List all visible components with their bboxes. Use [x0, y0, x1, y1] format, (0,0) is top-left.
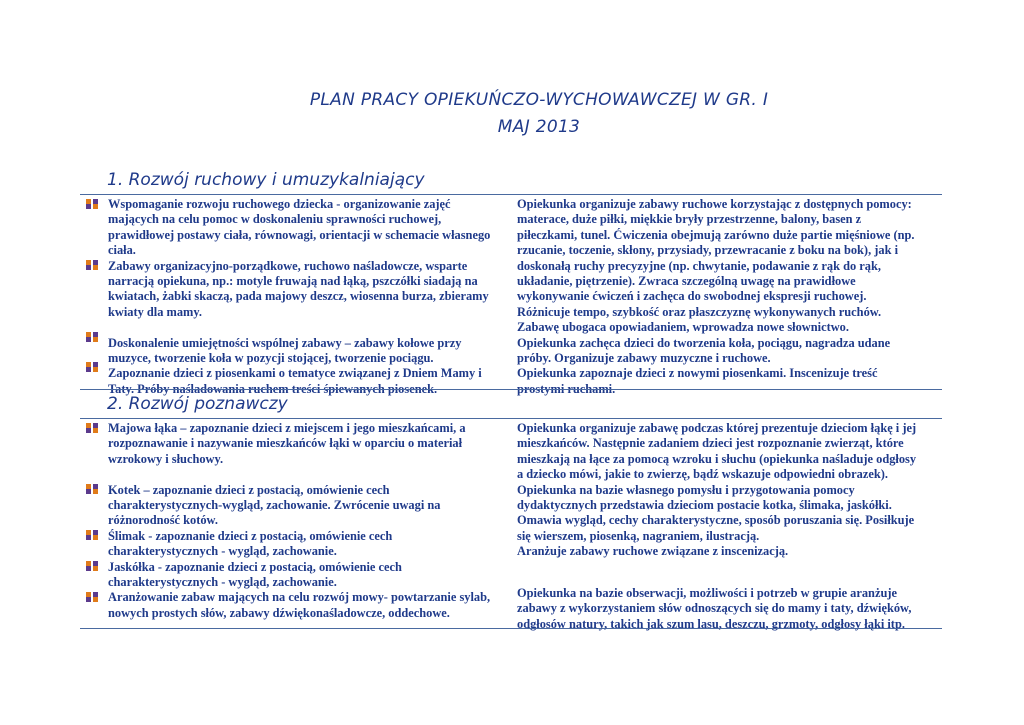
text-line: odgłosów natury, takich jak szum lasu, deszczu, grzmoty, odgłosy łąki itp. — [517, 616, 905, 631]
text-line: muzyce, tworzenie koła w pozycji stojącej, tworzenie pociągu. — [108, 351, 434, 366]
bullet-icon — [86, 331, 98, 343]
text-line: różnorodność kotów. — [108, 513, 218, 528]
text-line: wzrokowy i słuchowy. — [108, 451, 224, 466]
text-line: doskonałą ruchy precyzyjne (np. chwytanie, podawanie z rąk do rąk, — [517, 258, 881, 273]
text-line: Opiekunka organizuje zabawy ruchowe korzystając z dostępnych pomocy: — [517, 197, 912, 211]
text-line: piłeczkami, tunel. Ćwiczenia obejmują zarówno duże partie mięśniowe (np. — [517, 227, 915, 242]
blank-line — [108, 320, 503, 335]
bullet-icon — [86, 591, 98, 603]
section-heading-2: 2. Rozwój poznawczy — [107, 394, 288, 414]
text-line: kwiatach, żabki skaczą, pada majowy deszcz, wiosenna burza, zbieramy — [108, 289, 489, 304]
text-line: ciała. — [108, 243, 136, 258]
bullet-icon — [86, 198, 98, 210]
text-line: charakterystycznych-wygląd, zachowanie. Zwrócenie uwagi na — [108, 498, 441, 513]
page-subtitle: MAJ 2013 — [497, 117, 581, 137]
text-line: rzucanie, toczenie, skłony, przysiady, przewracanie z boku na bok), jak i — [517, 243, 899, 258]
section-1-right-column — [517, 197, 942, 397]
blank-line — [108, 467, 503, 482]
text-line: Opiekunka zachęca dzieci do tworzenia koła, pociągu, nagradza udane — [517, 335, 891, 350]
text-line: Kotek – zapoznanie dzieci z postacią, omówienie cech — [108, 482, 390, 497]
text-line: rozpoznawanie i nazywanie mieszkańców łąki w oparciu o materiał — [108, 436, 463, 451]
text-line: Doskonalenie umiejętności wspólnej zabawy – zabawy kołowe przy — [108, 335, 462, 350]
bullet-icon — [86, 529, 98, 541]
bullet-icon — [86, 422, 98, 434]
text-line: zabawy z wykorzystaniem słów odnoszących się do mamy i taty, dźwięków, — [517, 601, 912, 616]
text-line: Ślimak - zapoznanie dzieci z postacią, omówienie cech — [108, 528, 393, 543]
text-line: Wspomaganie rozwoju ruchowego dziecka - organizowanie zajęć — [108, 197, 451, 211]
bullet-icon — [86, 483, 98, 495]
text-line: Jaskółka - zapoznanie dzieci z postacią, omówienie cech — [108, 559, 402, 574]
text-line: a dziecko mówi, jakie to zwierzę, bądź wskazuje odpowiedni obrazek). — [517, 467, 888, 482]
text-line: prostymi ruchami. — [517, 381, 616, 396]
text-line: się wierszem, piosenką, nagraniem, ilustracją. — [517, 528, 760, 543]
bullet-icon — [86, 560, 98, 572]
text-line: Opiekunka zapoznaje dzieci z nowymi piosenkami. Inscenizuje treść — [517, 366, 878, 381]
text-line: Zabawy organizacyjno-porządkowe, ruchowo naśladowcze, wsparte — [108, 258, 468, 273]
text-line: Majowa łąka – zapoznanie dzieci z miejscem i jego mieszkańcami, a — [108, 421, 466, 435]
text-line: mających na celu pomoc w doskonaleniu sprawności ruchowej, — [108, 212, 442, 227]
section-1-left-column — [108, 197, 503, 397]
section-heading-1: 1. Rozwój ruchowy i umuzykalniający — [107, 170, 425, 190]
text-line: Opiekunka na bazie własnego pomysłu i przygotowania pomocy — [517, 482, 855, 497]
text-line: Zapoznanie dzieci z piosenkami o tematyce związanej z Dniem Mamy i — [108, 366, 482, 381]
section-divider-rule — [80, 389, 942, 390]
text-line: układanie, piętrzenie). Zwraca szczególną uwagę na prawidłowe — [517, 274, 856, 289]
text-line: charakterystycznych - wygląd, zachowanie. — [108, 544, 337, 559]
text-line: Zabawę ubogaca opowiadaniem, wprowadza nowe słownictwo. — [517, 320, 849, 335]
section-2-top-rule — [80, 418, 942, 419]
text-line: dydaktycznych przedstawia dzieciom postacie kotka, ślimaka, jaskółki. — [517, 498, 892, 513]
section-bottom-rule — [80, 628, 942, 629]
text-line: Opiekunka na bazie obserwacji, możliwości i potrzeb w grupie aranżuje — [517, 586, 897, 601]
text-line: nowych prostych słów, zabawy dźwiękonaśladowcze, oddechowe. — [108, 605, 450, 620]
blank-line — [517, 560, 942, 575]
text-line: mieszkają na łące za pomocą wzroku i słuchu (opiekunka naśladuje odgłosy — [517, 451, 917, 466]
text-line: mieszkańców. Następnie zadaniem dzieci jest rozpoznanie zwierząt, które — [517, 436, 904, 451]
bullet-icon — [86, 259, 98, 271]
text-line: Taty. Próby naśladowania ruchem treści śpiewanych piosenek. — [108, 381, 438, 396]
page-title: PLAN PRACY OPIEKUŃCZO-WYCHOWAWCZEJ W GR. I — [309, 90, 769, 110]
blank-line — [517, 575, 942, 586]
text-line: materace, duże piłki, miękkie bryły przestrzenne, balony, basen z — [517, 212, 862, 227]
text-line: próby. Organizuje zabawy muzyczne i ruchowe. — [517, 351, 771, 366]
text-line: Opiekunka organizuje zabawę podczas której prezentuje dzieciom łąkę i jej — [517, 421, 917, 435]
text-line: Aranżowanie zabaw mających na celu rozwój mowy- powtarzanie sylab, — [108, 590, 491, 605]
text-line: Różnicuje tempo, szybkość oraz płaszczyznę wykonywanych ruchów. — [517, 304, 882, 319]
section-1-top-rule — [80, 194, 942, 195]
text-line: kwiaty dla mamy. — [108, 304, 202, 319]
text-line: Omawia wygląd, cechy charakterystyczne, sposób poruszania się. Posiłkuje — [517, 513, 915, 528]
text-line: charakterystycznych - wygląd, zachowanie. — [108, 575, 337, 590]
text-line: narracją opiekuna, np.: motyle fruwają nad łąką, pszczółki siadają na — [108, 274, 478, 289]
section-2-right-column — [517, 421, 942, 632]
text-line: prawidłowej postawy ciała, równowagi, orientacji w schemacie własnego — [108, 227, 491, 242]
text-line: Aranżuje zabawy ruchowe związane z inscenizacją. — [517, 544, 789, 559]
text-line: wykonywanie ćwiczeń i zachęca do swobodnej ekspresji ruchowej. — [517, 289, 867, 304]
bullet-icon — [86, 361, 98, 373]
section-2-left-column — [108, 421, 503, 621]
